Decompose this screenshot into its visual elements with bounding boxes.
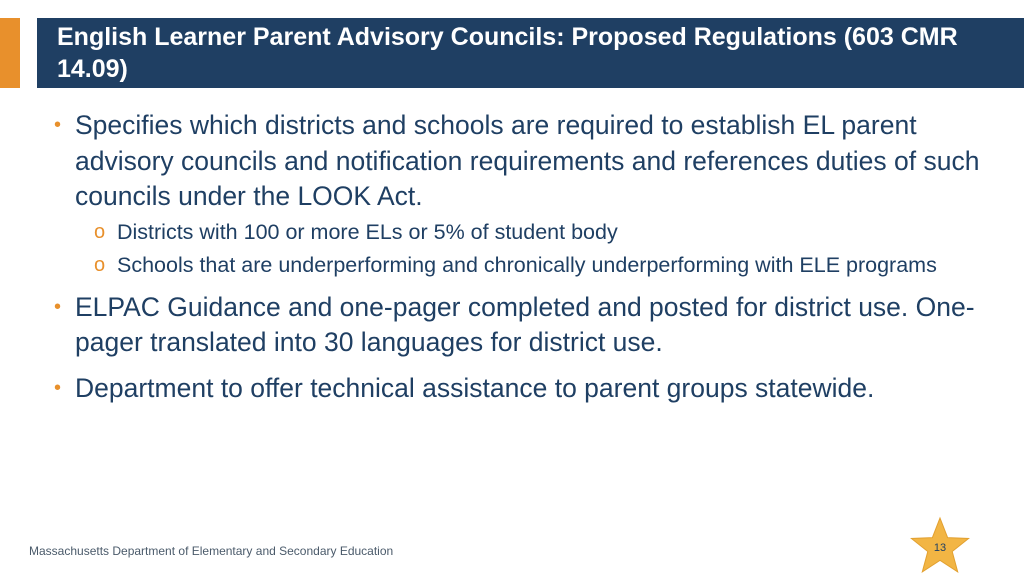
sub-bullet-icon: o	[94, 220, 106, 243]
bullet-icon: •	[54, 295, 62, 318]
title-bar	[37, 18, 1024, 88]
page-number: 13	[933, 542, 947, 554]
bullet-icon: •	[54, 114, 62, 136]
sub-bullet-icon: o	[94, 253, 106, 276]
slide-content	[54, 108, 1004, 406]
sub-bullet-item	[54, 250, 1004, 281]
bullet-icon: •	[54, 376, 62, 399]
slide-title: English Learner Parent Advisory Councils: Proposed Regulations (603 CMR 14.09)	[57, 23, 958, 83]
bullet-item	[54, 290, 1004, 361]
bullet-text: Specifies which districts and schools are required to establish EL parent advisory councils and notification requirements and references duties of such councils under the LOOK Act.	[75, 110, 980, 211]
footer-organization: Massachusetts Department of Elementary and Secondary Education	[29, 544, 394, 558]
bullet-item	[54, 108, 1004, 215]
bullet-item	[54, 371, 1004, 407]
sub-bullet-text: Schools that are underperforming and chronically underperforming with ELE programs	[117, 252, 937, 277]
bullet-text: ELPAC Guidance and one-pager completed and posted for district use. One-pager translated into 30 languages for district use.	[75, 291, 975, 357]
title-accent-bar	[0, 18, 20, 88]
sub-bullet-text: Districts with 100 or more ELs or 5% of student body	[117, 219, 618, 244]
sub-bullet-item	[54, 217, 1004, 248]
bullet-text: Department to offer technical assistance to parent groups statewide.	[75, 372, 875, 403]
